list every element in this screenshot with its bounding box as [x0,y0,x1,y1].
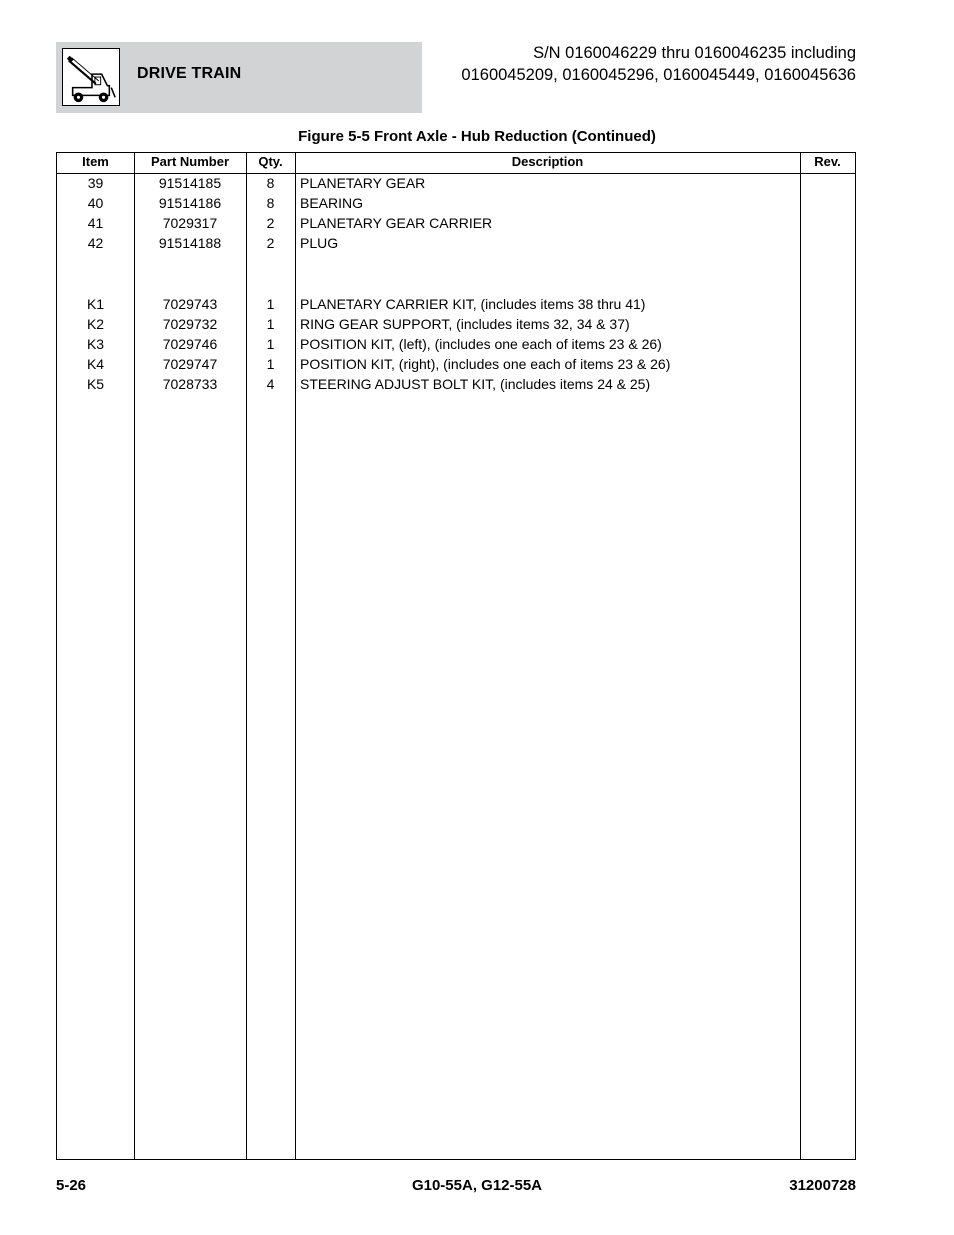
parts-table [56,152,856,1160]
table-row [57,173,855,193]
qty-cell: 1 [266,336,275,352]
figure-title: Figure 5-5 Front Axle - Hub Reduction (Continued) [298,128,656,145]
page-number: 5-26 [56,1177,87,1194]
table-row [57,334,855,354]
qty-cell: 1 [266,296,275,312]
sn-line-2: 0160045209, 0160045296, 0160045449, 0160045636 [461,66,856,84]
part-number-cell: 7029747 [162,356,218,372]
item-cell: K1 [86,296,105,312]
table-row [57,294,855,314]
item-cell: 41 [87,215,104,231]
item-cell: K2 [86,316,105,332]
table-row [57,314,855,334]
item-cell: 40 [87,195,104,211]
qty-cell: 4 [266,376,275,392]
column-header-qty: Qty. [258,154,283,169]
item-cell: K5 [86,376,105,392]
part-number-cell: 91514188 [158,235,222,251]
item-cell: K3 [86,336,105,352]
item-cell: 39 [87,175,104,191]
part-number-cell: 7029732 [162,316,218,332]
description-cell: STEERING ADJUST BOLT KIT, (includes items 24 & 25) [300,376,651,392]
part-number-cell: 91514185 [158,175,222,191]
column-header-item: Item [82,154,109,169]
description-cell: PLUG [300,235,339,251]
table-row [57,193,855,213]
item-cell: K4 [86,356,105,372]
column-header-description: Description [511,154,584,169]
qty-cell: 2 [266,215,275,231]
telehandler-icon-graphic [63,49,119,105]
document-number: 31200728 [789,1177,856,1194]
table-row [57,213,855,233]
section-title: DRIVE TRAIN [137,65,242,82]
part-number-cell: 91514186 [158,195,222,211]
part-number-cell: 7028733 [162,376,218,392]
description-cell: PLANETARY CARRIER KIT, (includes items 38 thru 41) [300,296,646,312]
qty-cell: 8 [266,175,275,191]
part-number-cell: 7029743 [162,296,218,312]
qty-cell: 8 [266,195,275,211]
qty-cell: 1 [266,316,275,332]
telehandler-icon [62,48,120,106]
model-numbers: G10-55A, G12-55A [411,1177,543,1194]
description-cell: POSITION KIT, (right), (includes one each of items 23 & 26) [300,356,671,372]
part-number-cell: 7029746 [162,336,218,352]
description-cell: RING GEAR SUPPORT, (includes items 32, 34 & 37) [300,316,630,332]
description-cell: PLANETARY GEAR [300,175,426,191]
description-cell: PLANETARY GEAR CARRIER [300,215,493,231]
table-row [57,374,855,394]
qty-cell: 2 [266,235,275,251]
sn-line-1: S/N 0160046229 thru 0160046235 including [533,44,856,62]
qty-cell: 1 [266,356,275,372]
item-cell: 42 [87,235,104,251]
part-number-cell: 7029317 [162,215,218,231]
column-header-part-number: Part Number [150,154,230,169]
table-row [57,233,855,253]
table-row [57,354,855,374]
serial-number-range [461,42,856,86]
description-cell: POSITION KIT, (left), (includes one each of items 23 & 26) [300,336,662,352]
column-header-rev: Rev. [814,154,841,169]
description-cell: BEARING [300,195,364,211]
